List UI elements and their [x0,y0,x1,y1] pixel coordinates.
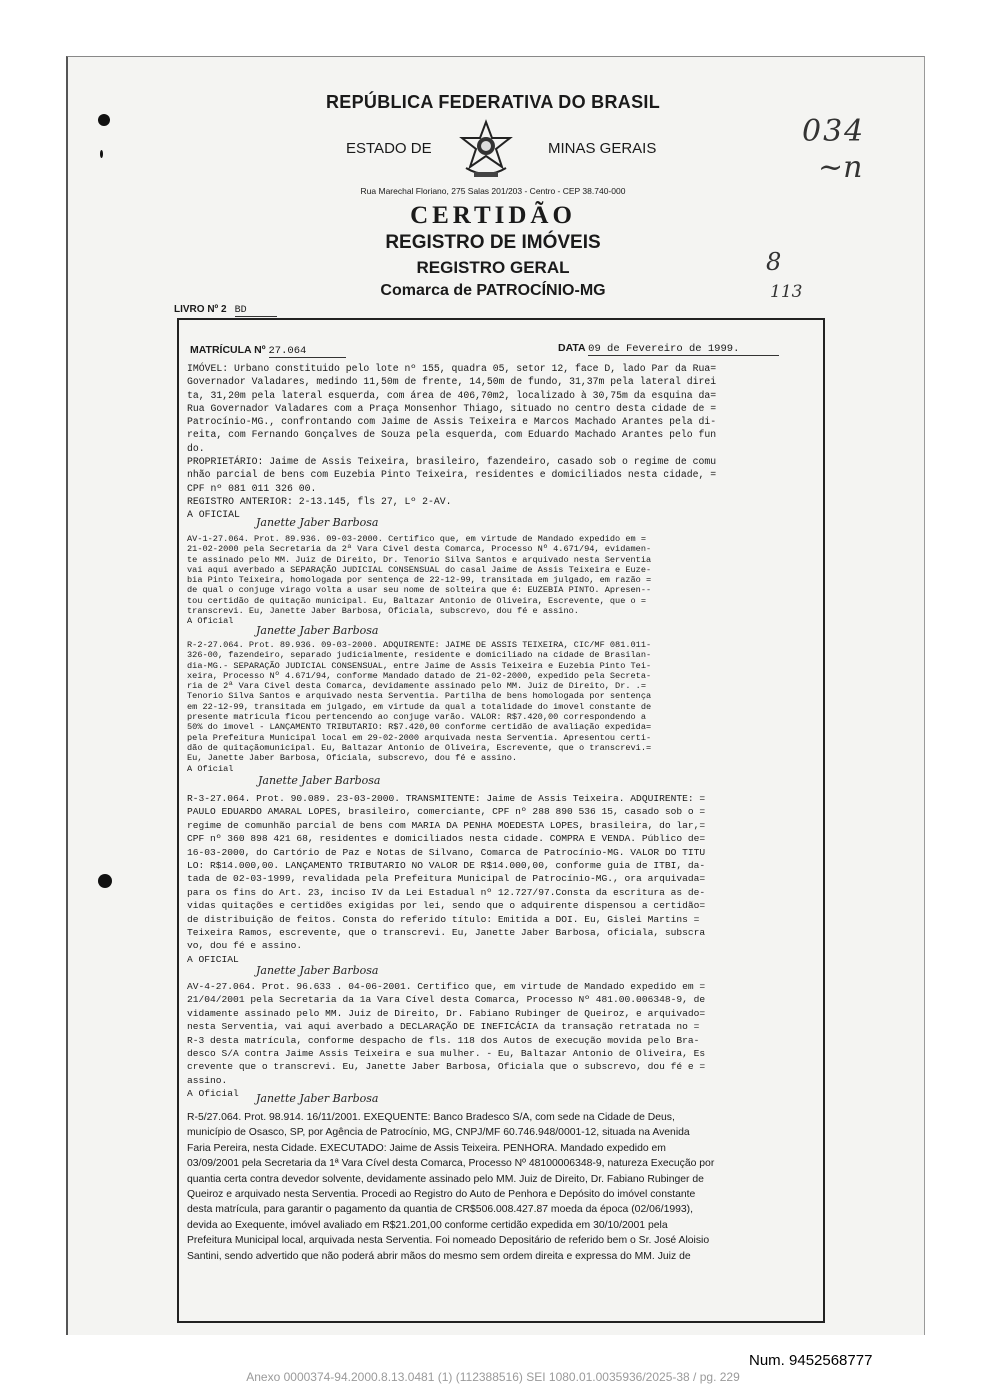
entry-av-4: AV-4-27.064. Prot. 96.633 . 04-06-2001. Certifico que, em virtude de Mandado expedido em = 21/04/2001 pela Secretaria da 1a Vara Cível desta Comarca, Processo Nº 481.00.006348-9, de vidamente assinado pelo MM. Juiz de Direito, Dr. Fabiano Rubinger de Queiroz, e arquivado= nesta Serventia, vai aqui averbado a DECLARAÇÃO DE INEFICÁCIA da transação retratada no = R-3 desta matrícula, conforme despacho de fls. 118 dos Autos de execução movida pelo Bra- desco S/A contra Jaime Assis Teixeira e sua mulher. - Eu, Baltazar Antonio de Oliveira, Es crevente que o transcrevi. Eu, Janette Jaber Barbosa, Oficiala que o subscrevo, dou fé e = assino. A Oficial [187,981,706,1100]
punch-hole [98,114,110,126]
entry-av-1: AV-1-27.064. Prot. 89.936. 09-03-2000. Certifico que, em virtude de Mandado expedido em = 21-02-2000 pela Secretaria da 2ª Vara Civel desta Comarca, Processo Nº 4.671/94, evidamen- te assinado pelo MM. Juiz de Direito, Dr. Tenorio Silva Santos e arquivado nesta Serventia vai aqui averbado a SEPARAÇÃO JUDICIAL CONSENSUAL do casal Jaime de Assis Teixeira e Euze- bia Pinto Teixeira, homologada por sentença de 22-12-99, transitada em julgado, em razão = de qual o conjuge virago volta a usar seu nome de solteira que é: EUZEBIA PINTO. Apresen-- tou certidão de quitação municipal. Eu, Baltazar Antonio de Oliveira, Escrevente, que o = transcrevi. Eu, Janette Jaber Barbosa, Oficiala, subscrevo, dou fé e assino. A Oficial [187,534,652,627]
scan-speck [100,150,103,158]
registro-geral-title: REGISTRO GERAL [416,258,570,277]
signature: Janette Jaber Barbosa [256,1092,379,1105]
punch-hole [98,874,112,888]
republic-title: REPÚBLICA FEDERATIVA DO BRASIL [325,92,660,112]
comarca-title: Comarca de PATROCÍNIO-MG [380,282,606,299]
certidao-title: CERTIDÃO [410,202,576,229]
matricula-field [190,344,346,357]
matricula-value: 27.064 [269,345,347,358]
date-label: DATA [558,342,586,354]
handwritten-mark: 8 [766,248,782,276]
matricula-label: MATRÍCULA Nº [190,344,266,356]
estado-label: ESTADO DE [346,140,432,157]
signature: Janette Jaber Barbosa [256,516,379,529]
signature: Janette Jaber Barbosa [256,624,379,637]
document-number: Num. 9452568777 [749,1352,873,1369]
date-field [558,342,779,355]
coat-of-arms-icon [456,118,516,182]
handwritten-page-number: 034 [802,114,866,149]
date-value: 09 de Fevereiro de 1999. [588,343,779,356]
entry-r-2: R-2-27.064. Prot. 89.936. 09-03-2000. ADQUIRENTE: JAIME DE ASSIS TEIXEIRA, CIC/MF 081.011- 326-00, fazendeiro, separado judicialmente, residente e domiciliado na cidade de Brasilan- dia-MG.- SEPARAÇÃO JUDICIAL CONSENSUAL, entre Jaime de Assis Teixeira e Euzebia Pinto Tei- xeira, Processo Nº 4.671/94, conforme Mandado datado de 21-02-2000, expedido pela Secreta- ria de 2ª Vara Civel desta Comarca, devidamente assinado pelo MM. Juiz de Direito, Dr. .= Tenorio Silva Santos e arquivado nesta Serventia. Partilha de bens homologada por sentença em 22-12-99, transitada em julgado, em virtude da qual a totalidade do imovel constante de presente matricula ficou pertencendo ao conjuge varão. VALOR: R$7.420,00 correspondendo a 50% do imovel - LANÇAMENTO TRIBUTARIO: R$7.420,00 conforme certidão de avaliação expedida= pela Prefeitura Municipal local em 29-02-2000 arquivada nesta Serventia. Apresentou certi- dão de quitaçãomunicipal. Eu, Baltazar Antonio de Oliveira, Escrevente, que o transcrevi.= Eu, Janette Jaber Barbosa, Oficiala, subscrevo, dou fé e assino. A Oficial [187,640,652,774]
entry-r-3: R-3-27.064. Prot. 90.089. 23-03-2000. TRANSMITENTE: Jaime de Assis Teixeira. ADQUIRENTE: = PAULO EDUARDO AMARAL LOPES, brasileiro, comerciante, CPF nº 288 890 536 15, casado sob o = regime de comunhão parcial de bens com MARIA DA PENHA MOEDESTA LOPES, brasileira, do lar,= CPF nº 360 898 421 68, residentes e domiciliados nesta cidade. COMPRA E VENDA. Público de= 16-03-2000, do Cartório de Paz e Notas de Silvano, Comarca de Patrocínio-MG. VALOR DO TITU LO: R$14.000,00. LANÇAMENTO TRIBUTARIO NO VALOR DE R$14.000,00, conforme guia de ITBI, da- tada de 02-03-1999, revalidada pela Prefeitura Municipal de Patrocínio-MG., ora arquivada= para os fins do Art. 23, inciso IV da Lei Estadual nº 12.727/97.Consta da escritura as de- vidas quitações e certidões exigidas por lei, sendo que o adquirente dispensou a certidão= de distribuição de feitos. Consta do referido título: Emitida a DOI. Eu, Gislei Martins = Teixeira Ramos, escrevente, que o transcrevi. Eu, Janette Jaber Barbosa, oficiala, subscra vo, dou fé e assino. A OFICIAL [187,793,706,965]
livro-field [174,304,277,316]
livro-value: BD [235,305,277,317]
handwritten-initials: ~n [818,150,863,185]
estado-name: MINAS GERAIS [548,140,657,157]
signature: Janette Jaber Barbosa [256,964,379,977]
imovel-description: IMÓVEL: Urbano constituido pelo lote nº 155, quadra 05, setor 12, face D, lado Par da Rua= Governador Valadares, medindo 11,50m de frente, 14,50m de fundo, 31,37m pela lateral direi ta, 31,20m pela lateral esquerda, com área de 406,70m2, localizado à 30,75m da esquina da= Rua Governador Valadares com a Praça Monsenhor Thiago, situado no centro desta cidade de = Patrocínio-MG., confrontando com Jaime de Assis Teixeira e Marcos Machado Arantes pela di- reita, com Fernando Gonçalves de Souza pela esquerda, com Eduardo Machado Arantes pelo fun do. PROPRIETÁRIO: Jaime de Assis Teixeira, brasileiro, fazendeiro, casado sob o regime de comu nhão parcial de bens com Euzebia Pinto Teixeira, residentes e domiciliados nesta cidade, = CPF nº 081 011 326 00. REGISTRO ANTERIOR: 2-13.145, fls 27, Lº 2-AV. A OFICIAL [187,363,717,521]
livro-label: LIVRO Nº 2 [174,304,227,315]
office-address: Rua Marechal Floriano, 275 Salas 201/203 - Centro - CEP 38.740-000 [360,186,626,196]
handwritten-folio: 113 [770,282,803,302]
registro-imoveis-title: REGISTRO DE IMÓVEIS [385,232,601,253]
entry-r-5: R-5/27.064. Prot. 98.914. 16/11/2001. EXEQUENTE: Banco Bradesco S/A, com sede na Cidade de Deus, município de Osasco, SP, por Agência de Patrocínio, MG, CNPJ/MF 60.746.948/0001-12, situada na Avenida Faria Pereira, nesta Cidade. EXECUTADO: Jaime de Assis Teixeira. PENHORA. Mandado expedido em 03/09/2001 pela Secretaria da 1ª Vara Cível desta Comarca, Processo Nº 48100006348-9, natureza Execução por quantia certa contra devedor solvente, devidamente assinado pelo MM. Juiz de Direito, Dr. Fabiano Rubinger de Queiroz e arquivado nesta Serventia. Procedi ao Registro do Auto de Penhora e Depósito do imóvel constante desta matrícula, para garantir o pagamento da quantia de CR$506.008.427.87 moeda da época (02/06/1993), devida ao Exequente, imóvel avaliado em R$21.201,00 conforme certidão expedida em 30/10/2001 pela Prefeitura Municipal local, arquivada nesta Serventia. Foi nomeado Depositário de referido bem o Sr. José Aloisio Santini, sendo advertido que não poderá abrir mãos do mesmo sem ordem direita e expressa do MM. Juiz de [187,1112,715,1262]
signature: Janette Jaber Barbosa [258,774,381,787]
annex-footer: Anexo 0000374-94.2000.8.13.0481 (1) (112388516) SEI 1080.01.0035936/2025-38 / pg. 229 [246,1370,740,1384]
